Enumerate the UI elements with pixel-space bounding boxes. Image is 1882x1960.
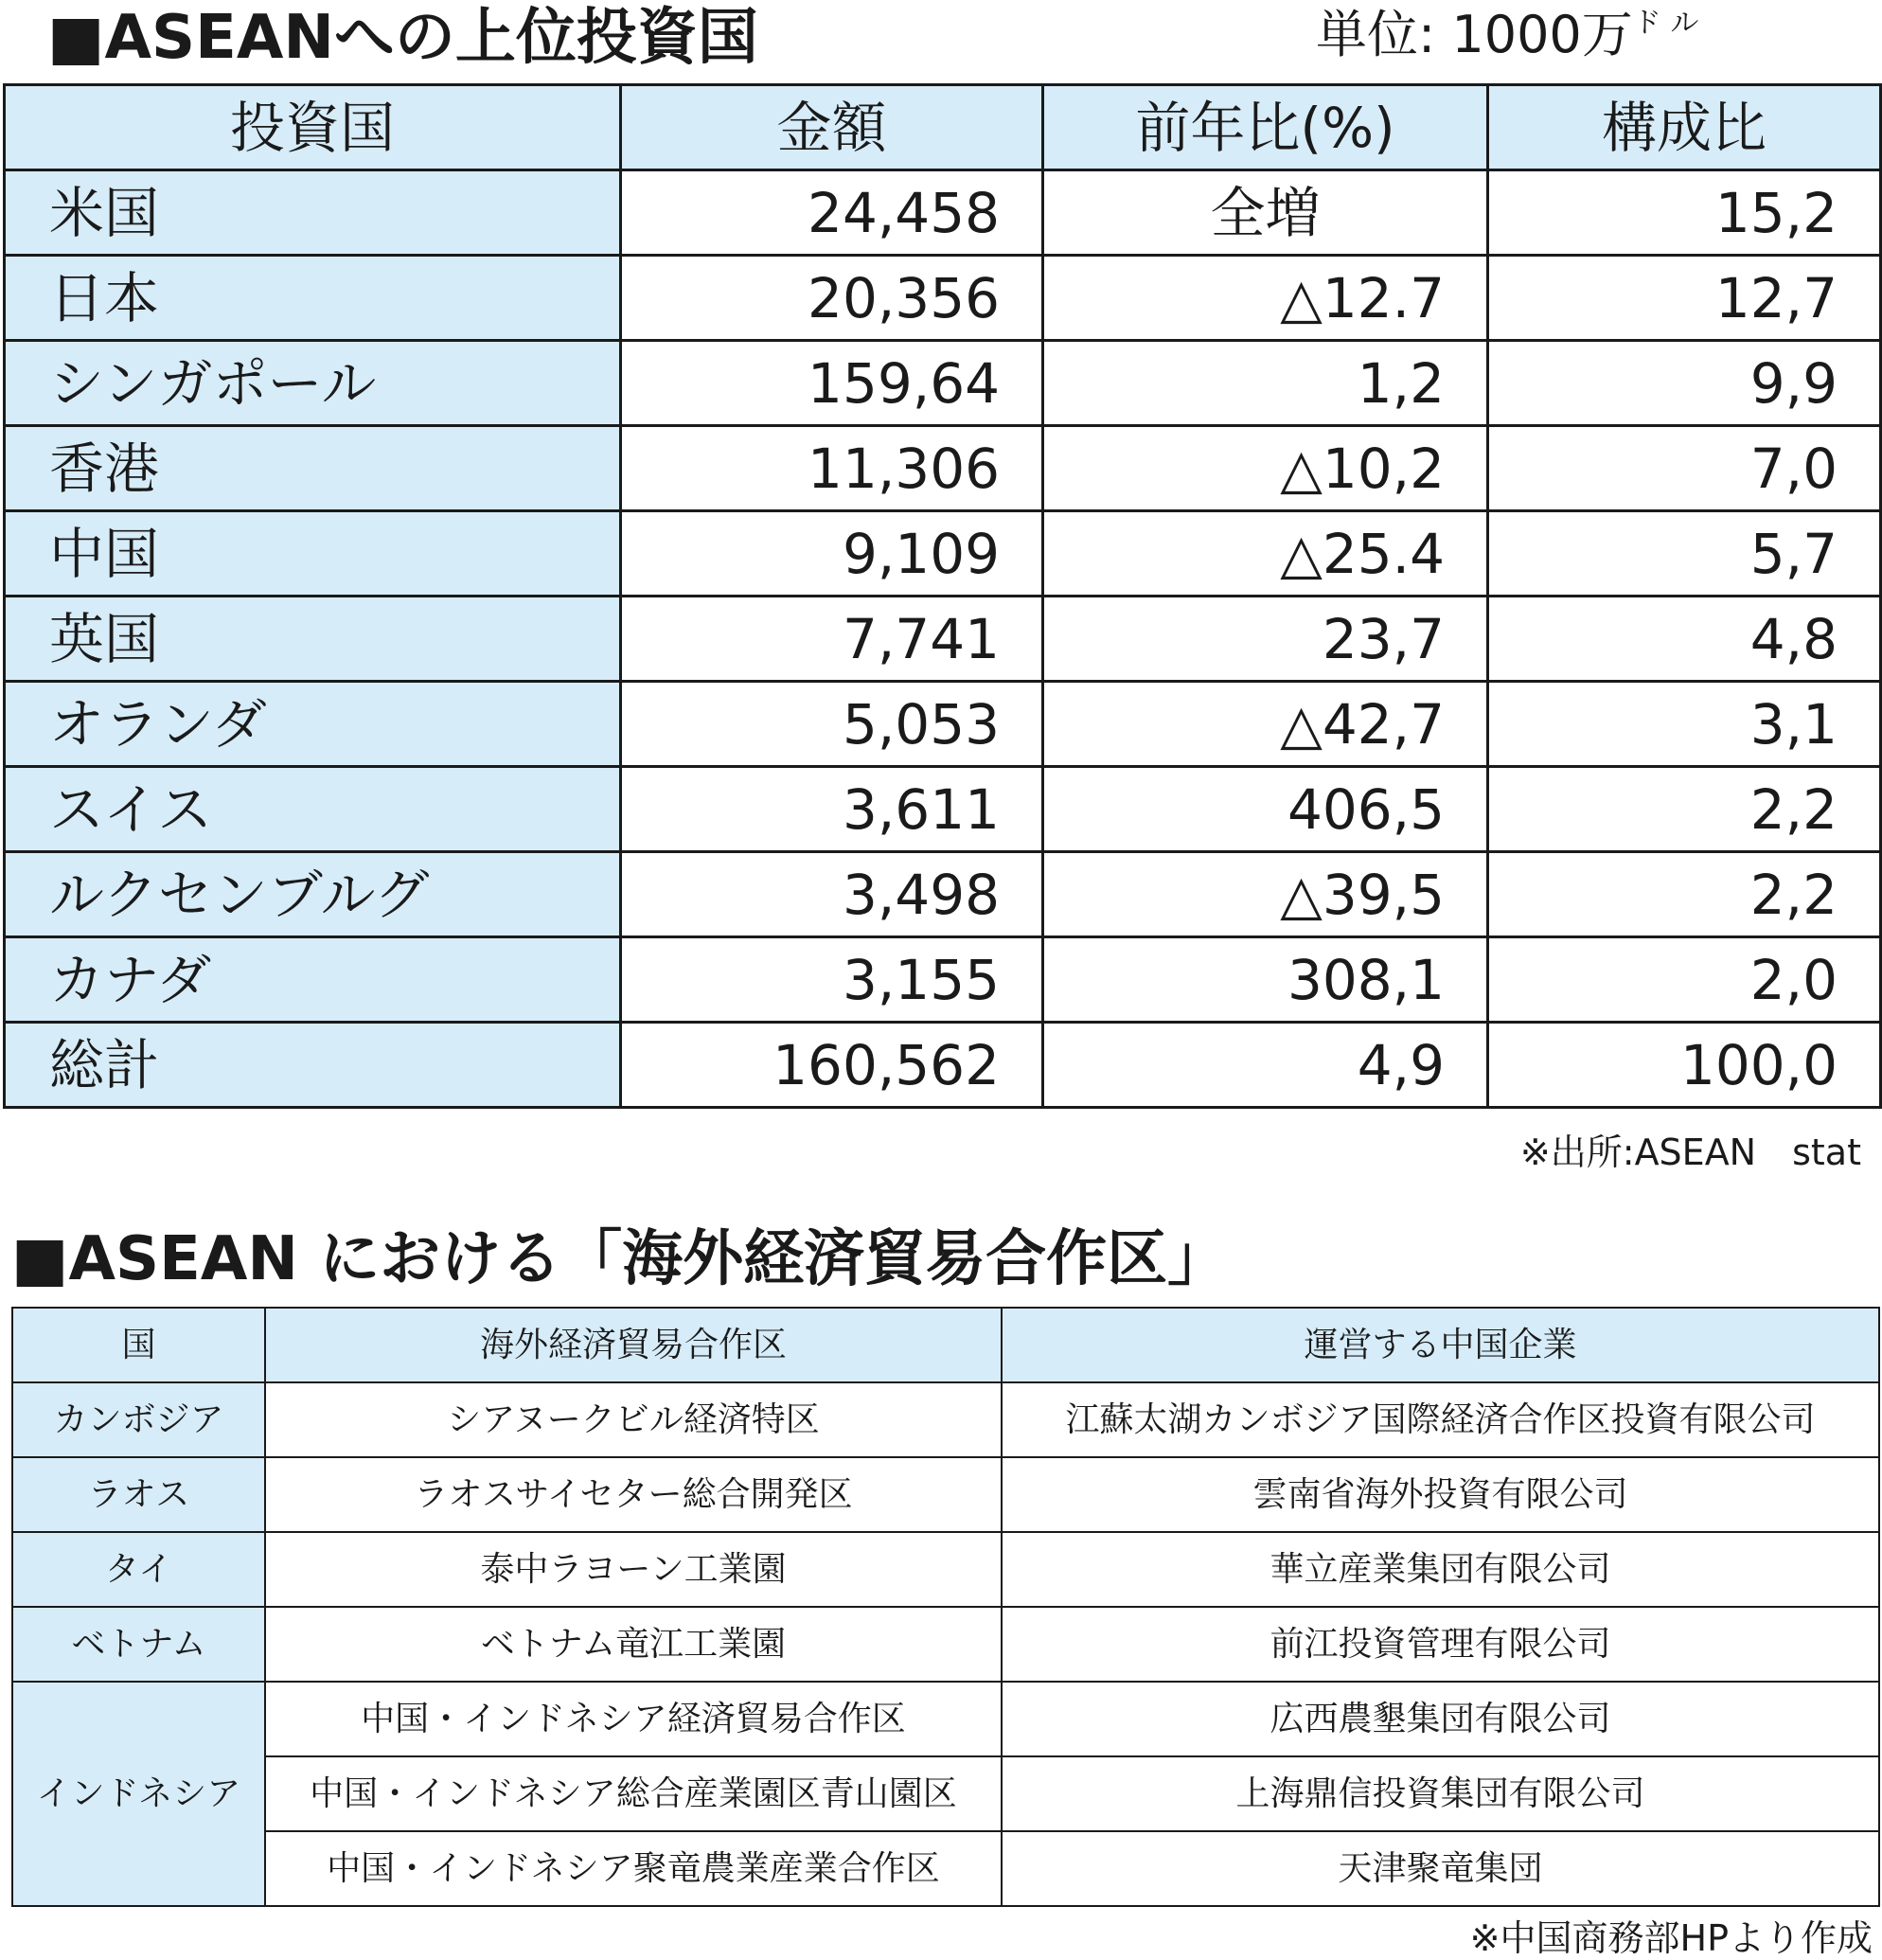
country-cell: カンボジア [12, 1382, 265, 1457]
unit-small: ド ル [1632, 7, 1699, 40]
table-row [12, 1682, 1879, 1756]
yoy-cell: 406,5 [1043, 767, 1488, 852]
zones-title: ■ASEAN における「海外経済貿易合作区」 [11, 1224, 1229, 1294]
yoy-cell: 全増 [1043, 170, 1488, 256]
yoy-cell: 4,9 [1043, 1023, 1488, 1108]
share-cell: 12,7 [1488, 256, 1881, 341]
investors-header-row [5, 85, 1881, 170]
yoy-cell: 308,1 [1043, 937, 1488, 1023]
yoy-cell: △25.4 [1043, 511, 1488, 597]
amount-cell: 11,306 [621, 426, 1043, 511]
country-cell: ルクセンブルグ [5, 852, 621, 937]
share-cell: 2,2 [1488, 767, 1881, 852]
table-row [12, 1532, 1879, 1607]
country-cell: ラオス [12, 1457, 265, 1532]
header-investor: 投資国 [5, 85, 621, 170]
table-row [12, 1831, 1879, 1906]
share-cell: 100,0 [1488, 1023, 1881, 1108]
unit-label [1316, 5, 1699, 64]
header-share: 構成比 [1488, 85, 1881, 170]
country-cell: スイス [5, 767, 621, 852]
country-cell: 英国 [5, 597, 621, 682]
country-cell: 日本 [5, 256, 621, 341]
table-row [12, 1756, 1879, 1831]
source-note-1: ※出所:ASEAN stat [1519, 1131, 1861, 1173]
amount-cell: 7,741 [621, 597, 1043, 682]
amount-cell: 5,053 [621, 682, 1043, 767]
country-cell: カナダ [5, 937, 621, 1023]
amount-cell: 159,64 [621, 341, 1043, 426]
company-cell: 前江投資管理有限公司 [1002, 1607, 1879, 1682]
company-cell: 天津聚竜集団 [1002, 1831, 1879, 1906]
country-cell: オランダ [5, 682, 621, 767]
table-row [5, 767, 1881, 852]
zone-cell: 中国・インドネシア聚竜農業産業合作区 [265, 1831, 1002, 1906]
company-cell: 華立産業集団有限公司 [1002, 1532, 1879, 1607]
amount-cell: 3,611 [621, 767, 1043, 852]
zone-cell: ラオスサイセター総合開発区 [265, 1457, 1002, 1532]
zone-cell: 泰中ラヨーン工業園 [265, 1532, 1002, 1607]
share-cell: 2,0 [1488, 937, 1881, 1023]
zone-cell: ベトナム竜江工業園 [265, 1607, 1002, 1682]
country-cell: 米国 [5, 170, 621, 256]
investors-table [3, 83, 1882, 1109]
country-cell: 香港 [5, 426, 621, 511]
amount-cell: 3,155 [621, 937, 1043, 1023]
share-cell: 3,1 [1488, 682, 1881, 767]
amount-cell: 24,458 [621, 170, 1043, 256]
table-row [5, 170, 1881, 256]
amount-cell: 9,109 [621, 511, 1043, 597]
table-row [12, 1457, 1879, 1532]
company-cell: 上海鼎信投資集団有限公司 [1002, 1756, 1879, 1831]
share-cell: 7,0 [1488, 426, 1881, 511]
share-cell: 15,2 [1488, 170, 1881, 256]
company-cell: 雲南省海外投資有限公司 [1002, 1457, 1879, 1532]
zone-cell: シアヌークビル経済特区 [265, 1382, 1002, 1457]
country-cell: ベトナム [12, 1607, 265, 1682]
amount-cell: 3,498 [621, 852, 1043, 937]
top-investors-title: ■ASEANへの上位投資国 [47, 3, 758, 73]
amount-cell: 20,356 [621, 256, 1043, 341]
yoy-cell: △39,5 [1043, 852, 1488, 937]
company-cell: 江蘇太湖カンボジア国際経済合作区投資有限公司 [1002, 1382, 1879, 1457]
zone-cell: 中国・インドネシア経済貿易合作区 [265, 1682, 1002, 1756]
table-row-total [5, 1023, 1881, 1108]
table-row [5, 341, 1881, 426]
country-cell: 中国 [5, 511, 621, 597]
table-row [5, 937, 1881, 1023]
country-cell: タイ [12, 1532, 265, 1607]
company-cell: 広西農墾集団有限公司 [1002, 1682, 1879, 1756]
table-row [12, 1607, 1879, 1682]
table-row [5, 597, 1881, 682]
zones-header-row [12, 1308, 1879, 1382]
share-cell: 4,8 [1488, 597, 1881, 682]
share-cell: 5,7 [1488, 511, 1881, 597]
zones-table [11, 1307, 1880, 1907]
table-row [5, 852, 1881, 937]
table-row [5, 256, 1881, 341]
header-amount: 金額 [621, 85, 1043, 170]
yoy-cell: 23,7 [1043, 597, 1488, 682]
header-zone: 海外経済貿易合作区 [265, 1308, 1002, 1382]
country-cell-indonesia: インドネシア [12, 1682, 265, 1906]
share-cell: 2,2 [1488, 852, 1881, 937]
yoy-cell: △42,7 [1043, 682, 1488, 767]
table-row [12, 1382, 1879, 1457]
table-row [5, 511, 1881, 597]
unit-main: 単位: 1000万 [1316, 5, 1633, 64]
header-company: 運営する中国企業 [1002, 1308, 1879, 1382]
header-yoy: 前年比(%) [1043, 85, 1488, 170]
yoy-cell: △12.7 [1043, 256, 1488, 341]
country-cell: シンガポール [5, 341, 621, 426]
amount-cell: 160,562 [621, 1023, 1043, 1108]
source-note-2: ※中国商務部HPより作成 [1469, 1917, 1873, 1959]
header-country: 国 [12, 1308, 265, 1382]
country-cell: 総計 [5, 1023, 621, 1108]
share-cell: 9,9 [1488, 341, 1881, 426]
zone-cell: 中国・インドネシア総合産業園区青山園区 [265, 1756, 1002, 1831]
table-row [5, 426, 1881, 511]
yoy-cell: 1,2 [1043, 341, 1488, 426]
yoy-cell: △10,2 [1043, 426, 1488, 511]
table-row [5, 682, 1881, 767]
